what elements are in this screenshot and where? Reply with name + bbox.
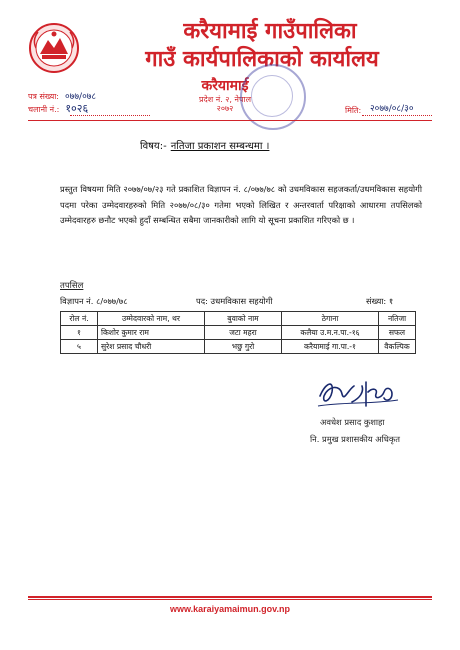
nepal-emblem-icon [28, 22, 80, 74]
chalani-dotted-line [70, 115, 150, 116]
cell-roll: ५ [61, 340, 98, 354]
handwritten-signature [312, 372, 404, 412]
province-text: प्रदेश नं. २, नेपाल [198, 95, 252, 104]
office-name-line2: गाउँ कार्यपालिकाको कार्यालय [145, 47, 379, 72]
col-address: ठेगाना [282, 312, 379, 326]
cell-name: किशोर कुमार राम [98, 326, 205, 340]
footer-divider-bottom [28, 599, 432, 600]
date-value: २०७७/०८/३० [370, 104, 414, 114]
patra-label: पत्र संख्या: [28, 92, 59, 101]
subject-text: नतिजा प्रकाशन सम्बन्धमा । [170, 141, 270, 152]
date-dotted-line [362, 115, 432, 116]
cell-address: करैयामाई गा.पा.-१ [282, 340, 379, 354]
cell-name: सुरेश प्रसाद चौधरी [98, 340, 205, 354]
col-roll: रोल नं. [61, 312, 98, 326]
cell-result: वैकल्पिक [379, 340, 416, 354]
cell-address: कलैया उ.म.न.पा.-१६ [282, 326, 379, 340]
post-name: पद: उधमविकास सहयोगी [196, 296, 273, 306]
table-header-row [61, 312, 416, 326]
signer-title: नि. प्रमुख प्रशासकीय अधिकृत [310, 434, 400, 444]
notice-paragraph: प्रस्तुत विषयमा मिति २०७७/०७/२३ गते प्रकाशित विज्ञापन नं. ८/०७७/७८ को उधमविकास सहजकर्ता/उधमविकास सहयोगी पदमा परेका उम्मेदवारहरुको मिति २०७७/०८/३० गतेमा भएको लिखित र अन्तरवार्ता परिक्षाको आधारमा तपसिलको उम्मेदवारहरु छनौट भएको हुदाँ सम्बन्धित सबैमा जानकारीको लागि यो सूचना प्रकाशित गरिएको छ । [60, 184, 422, 226]
col-father: बुवाको नाम [205, 312, 282, 326]
list-heading: तपसिल [60, 281, 84, 291]
footer-website: www.karaiyamaimun.gov.np [169, 604, 291, 614]
cell-result: सफल [379, 326, 416, 340]
cell-father: जटा महरा [205, 326, 282, 340]
established-year: २०७२ [216, 104, 234, 113]
patra-value: ०७७/०७८ [65, 92, 97, 102]
footer-divider-top [28, 596, 432, 598]
cell-father: भछु गुरो [205, 340, 282, 354]
vacancy-count: संख्या: १ [366, 296, 394, 306]
date-label: मिति: [345, 106, 362, 115]
col-result: नतिजा [379, 312, 416, 326]
cell-roll: १ [61, 326, 98, 340]
ad-number: विज्ञापन नं. ८/०७७/७८ [60, 296, 128, 306]
chalani-value: १०२६ [65, 102, 89, 115]
header-divider [28, 120, 432, 121]
chalani-number [28, 104, 88, 115]
table-row [61, 340, 416, 354]
subject-label: विषय:- [140, 141, 167, 152]
patra-sankhya [28, 92, 96, 102]
col-name: उम्मेदवारको नाम, थर [98, 312, 205, 326]
chalani-label: चलानी नं.: [28, 105, 60, 114]
results-table [60, 311, 416, 354]
signer-name: अवधेश प्रसाद कुशाहा [320, 417, 385, 427]
subject-line [140, 138, 269, 152]
office-location: करैयामाई [201, 78, 249, 94]
office-name-line1: करैयामाई गाउँपालिका [183, 19, 357, 44]
table-row [61, 326, 416, 340]
